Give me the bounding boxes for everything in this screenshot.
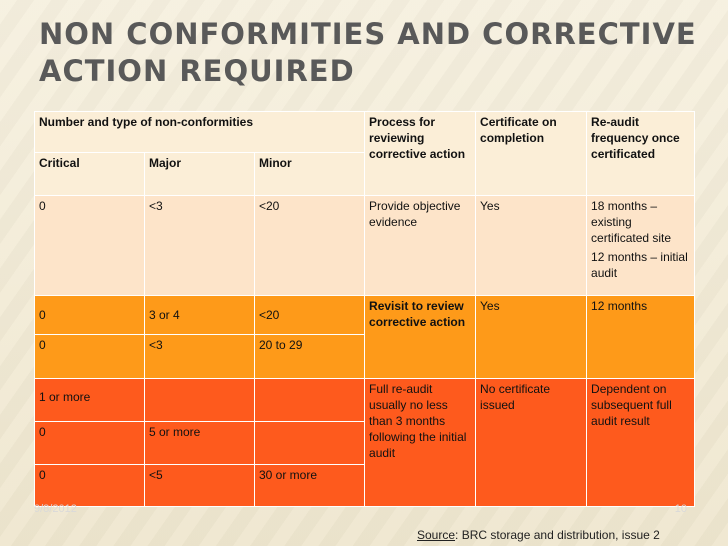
- cell-major: <3: [145, 196, 255, 296]
- cell-critical: 0: [35, 422, 145, 465]
- cell-critical: 1 or more: [35, 379, 145, 422]
- table-row: [35, 196, 695, 296]
- cell-certificate: No certificate issued: [476, 379, 587, 507]
- cell-critical: 0: [35, 335, 145, 379]
- header-certificate: Certificate on completion: [476, 112, 587, 196]
- source-label: Source: [417, 528, 456, 542]
- source-note: [417, 528, 660, 542]
- header-process: Process for reviewing corrective action: [365, 112, 476, 196]
- header-nonconformities: Number and type of non-conformities: [35, 112, 365, 153]
- header-critical: Critical: [35, 153, 145, 196]
- cell-process: Revisit to review corrective action: [365, 296, 476, 379]
- cell-major: <5: [145, 465, 255, 507]
- slide-page-number: 10: [674, 503, 687, 515]
- cell-critical: 0: [35, 465, 145, 507]
- reaudit-initial: 12 months – initial audit: [591, 250, 688, 280]
- table-row: [35, 379, 695, 422]
- slide-title: [39, 16, 699, 90]
- reaudit-existing: 18 months – existing certificated site: [591, 199, 672, 245]
- cell-major: 5 or more: [145, 422, 255, 465]
- cell-reaudit: [587, 196, 695, 296]
- cell-certificate: Yes: [476, 296, 587, 379]
- cell-major: <3: [145, 335, 255, 379]
- cell-process: Full re-audit usually no less than 3 months following the initial audit: [365, 379, 476, 507]
- header-reaudit: Re-audit frequency once certificated: [587, 112, 695, 196]
- cell-reaudit: 12 months: [587, 296, 695, 379]
- cell-minor: <20: [255, 196, 365, 296]
- header-minor: Minor: [255, 153, 365, 196]
- cell-minor: [255, 379, 365, 422]
- table-header-row: [35, 112, 695, 153]
- cell-major: 3 or 4: [145, 296, 255, 335]
- cell-minor: 20 to 29: [255, 335, 365, 379]
- slide-title-line1: NON CONFORMITIES AND CORRECTIVE: [39, 17, 697, 51]
- table-row: [35, 296, 695, 335]
- slide-title-line2: ACTION REQUIRED: [39, 54, 355, 88]
- cell-critical: 0: [35, 296, 145, 335]
- cell-reaudit: Dependent on subsequent full audit result: [587, 379, 695, 507]
- cell-minor: <20: [255, 296, 365, 335]
- cell-critical: 0: [35, 196, 145, 296]
- slide-date: 9/8/2012: [34, 503, 77, 515]
- source-text: : BRC storage and distribution, issue 2: [455, 528, 660, 542]
- cell-certificate: Yes: [476, 196, 587, 296]
- cell-major: [145, 379, 255, 422]
- nonconformity-table: [34, 111, 695, 507]
- cell-minor: [255, 422, 365, 465]
- cell-minor: 30 or more: [255, 465, 365, 507]
- cell-process: Provide objective evidence: [365, 196, 476, 296]
- header-major: Major: [145, 153, 255, 196]
